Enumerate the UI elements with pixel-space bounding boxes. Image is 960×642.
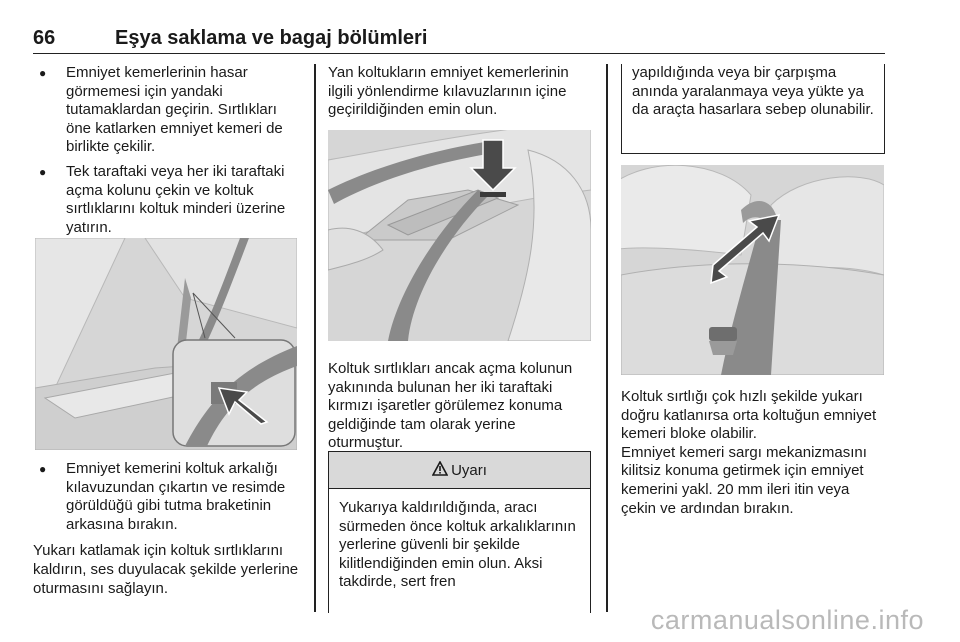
- left-column: [33, 64, 303, 237]
- watermark: carmanualsonline.info: [650, 605, 924, 635]
- paragraph: Emniyet kemeri sargı mekanizmasını kilitsiz konuma getirmek için emniyet kemerini yakl. 20 mm ileri itin veya çekin ve ardından bırakın.: [621, 443, 867, 517]
- list-item: ● Tek taraftaki veya her iki taraftaki açma kolunu çekin ve koltuk sırtlıklarını koltuk minderi üzerine yatırın.: [33, 163, 303, 237]
- paragraph: Koltuk sırtlıkları ancak açma kolunun yakınında bulunan her iki taraftaki kırmızı işaretler görülemez konuma geldiğinde tam olarak yerine oturmuştur.: [328, 360, 573, 452]
- column-divider-right: [606, 64, 608, 612]
- folding-seat-illustration: [35, 238, 297, 450]
- page-title: Eşya saklama ve bagaj bölümleri: [115, 27, 428, 49]
- warning-box-continued: [621, 64, 885, 154]
- page-number: 66: [33, 27, 56, 49]
- warning-header: [329, 452, 590, 489]
- warning-triangle-icon: [432, 461, 448, 480]
- right-column-lower: [621, 388, 887, 518]
- left-column-lower: [33, 460, 303, 598]
- center-belt-illustration: [621, 165, 884, 375]
- list-item: ● Emniyet kemerlerinin hasar görmemesi için yandaki tutamaklardan geçirin. Sırtlıkları öne katlarken emniyet kemeri de birlikte çekilir.: [33, 64, 303, 157]
- paragraph: Yan koltukların emniyet kemerlerinin ilgili yönlendirme kılavuzlarının içine geçirildiğinden emin olun.: [328, 64, 569, 119]
- column-divider-left: [314, 64, 316, 612]
- warning-text-continued: yapıldığında veya bir çarpışma anında yaralanmaya veya yükte ya da araçta hasarlara sebep olunabilir.: [632, 64, 874, 119]
- warning-text: Yukarıya kaldırıldığında, aracı sürmeden önce koltuk arkalıklarının yerlerine güvenli bir şekilde kilitlendiğinden emin olun. Aksi takdirde, sert fren: [339, 499, 576, 591]
- list-item: ● Emniyet kemerini koltuk arkalığı kılavuzundan çıkartın ve resimde görüldüğü gibi tutma braketinin arkasına bırakın.: [33, 460, 303, 534]
- paragraph: Yukarı katlamak için koltuk sırtlıklarını kaldırın, ses duyulacak şekilde yerlerine oturmasını sağlayın.: [33, 542, 299, 597]
- paragraph: Koltuk sırtlığı çok hızlı şekilde yukarı doğru katlanırsa orta koltuğun emniyet kemeri bloke olabilir.: [621, 388, 877, 443]
- page-header: [33, 27, 885, 54]
- belt-guide-illustration: [328, 130, 591, 341]
- warning-title: Uyarı: [451, 461, 487, 479]
- bullet-list-bottom: [33, 460, 303, 534]
- middle-column-lower: [328, 360, 593, 453]
- middle-column: [328, 64, 593, 120]
- warning-box: [328, 451, 591, 613]
- bullet-list-top: [33, 64, 303, 237]
